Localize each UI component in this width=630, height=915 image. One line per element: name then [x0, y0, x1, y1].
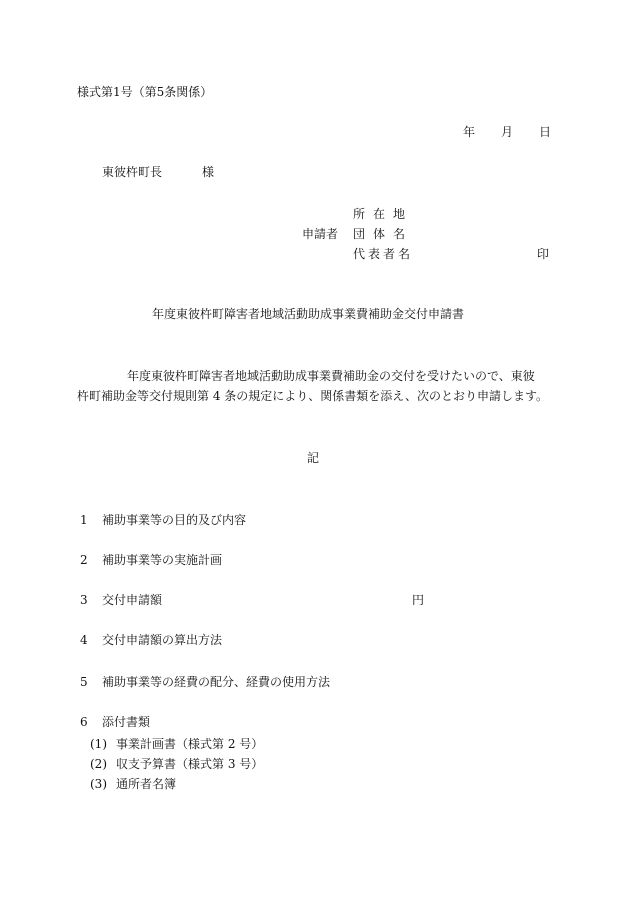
- attachment-label: 通所者名簿: [116, 777, 177, 791]
- attachment-number: (2): [90, 757, 107, 771]
- applicant-label: 申請者: [302, 227, 339, 241]
- item-number: 6: [80, 715, 88, 729]
- ki-heading: 記: [307, 451, 320, 465]
- item-number: 5: [80, 675, 88, 689]
- body-text-line-2: 杵町補助金等交付規則第 4 条の規定により、関係書類を添え、次のとおり申請します。: [77, 389, 549, 403]
- date-year-label: 年: [463, 125, 476, 139]
- addressee-honorific: 様: [202, 165, 215, 179]
- seal-mark: 印: [537, 247, 550, 261]
- item-label: 補助事業等の実施計画: [102, 553, 223, 567]
- item-label: 交付申請額の算出方法: [102, 633, 223, 647]
- date-day-label: 日: [539, 125, 552, 139]
- attachment-number: (3): [90, 777, 107, 791]
- item-number: 1: [80, 513, 88, 527]
- attachment-number: (1): [90, 737, 107, 751]
- item-number: 2: [80, 553, 88, 567]
- item-label: 補助事業等の経費の配分、経費の使用方法: [102, 675, 331, 689]
- form-number: 様式第1号（第5条関係）: [77, 85, 213, 99]
- addressee: 東彼杵町長: [102, 165, 163, 179]
- attachment-label: 事業計画書（様式第 2 号）: [116, 737, 264, 751]
- applicant-group-field: 団体名: [353, 227, 414, 241]
- item-label: 補助事業等の目的及び内容: [102, 513, 247, 527]
- body-text-line-1: 年度東彼杵町障害者地域活動助成事業費補助金の交付を受けたいので、東彼: [127, 369, 535, 383]
- item-number: 3: [80, 593, 88, 607]
- attachment-label: 収支予算書（様式第 3 号）: [116, 757, 264, 771]
- item-label: 交付申請額: [102, 593, 163, 607]
- date-month-label: 月: [501, 125, 514, 139]
- item-label: 添付書類: [102, 715, 151, 729]
- applicant-location-field: 所在地: [353, 207, 414, 221]
- document-title: 年度東彼杵町障害者地域活動助成事業費補助金交付申請書: [152, 307, 465, 321]
- applicant-representative-field: 代表者名: [353, 247, 414, 261]
- item-number: 4: [80, 633, 88, 647]
- amount-unit: 円: [412, 593, 425, 607]
